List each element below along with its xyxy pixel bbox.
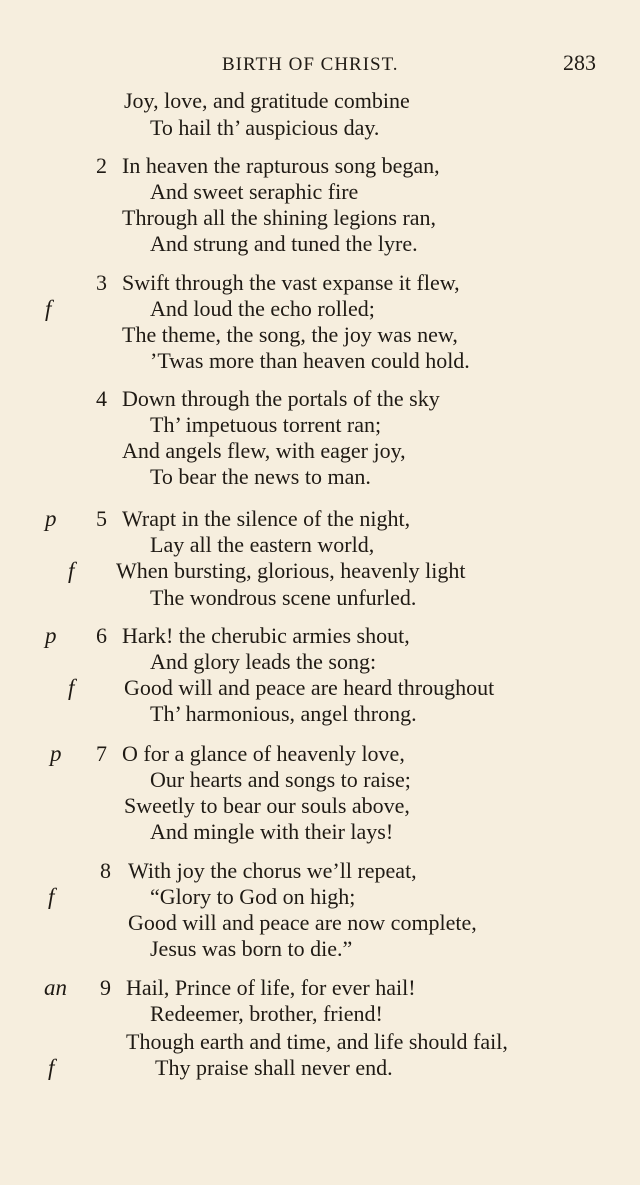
line-text: O for a glance of heavenly love, xyxy=(122,741,405,766)
hymn-line xyxy=(0,623,640,649)
line-text: And glory leads the song: xyxy=(150,649,377,674)
hymn-line xyxy=(0,179,640,205)
line-text: “Glory to God on high; xyxy=(150,884,356,909)
dynamic-marking: f xyxy=(45,296,52,321)
dynamic-marking: an xyxy=(44,975,67,1000)
line-text: Down through the portals of the sky xyxy=(122,386,440,411)
hymn-line xyxy=(0,270,640,296)
dynamic-marking: p xyxy=(50,741,62,766)
line-text: The theme, the song, the joy was new, xyxy=(122,322,458,347)
hymn-line xyxy=(0,701,640,727)
hymn-line xyxy=(0,585,640,611)
line-text: The wondrous scene unfurled. xyxy=(150,585,417,610)
hymn-line xyxy=(0,231,640,257)
hymn-line xyxy=(0,153,640,179)
line-text: Swift through the vast expanse it flew, xyxy=(122,270,460,295)
hymn-line xyxy=(0,767,640,793)
line-text: In heaven the rapturous song began, xyxy=(122,153,440,178)
hymn-line xyxy=(0,438,640,464)
line-text: Th’ impetuous torrent ran; xyxy=(150,412,382,437)
hymn-line xyxy=(0,386,640,412)
hymn-line xyxy=(0,741,640,767)
hymn-line xyxy=(0,1029,640,1055)
line-text: And loud the echo rolled; xyxy=(150,296,375,321)
verse-number: 2 xyxy=(96,153,107,178)
verse-number: 4 xyxy=(96,386,107,411)
line-text: To bear the news to man. xyxy=(150,464,371,489)
hymn-line xyxy=(0,464,640,490)
line-text: Sweetly to bear our souls above, xyxy=(124,793,410,818)
line-text: Jesus was born to die.” xyxy=(150,936,353,961)
hymn-line xyxy=(0,506,640,532)
dynamic-marking: f xyxy=(48,884,55,909)
dynamic-marking: f xyxy=(68,558,75,583)
hymn-line xyxy=(0,675,640,701)
hymn-line xyxy=(0,412,640,438)
line-text: And mingle with their lays! xyxy=(150,819,394,844)
line-text: And angels flew, with eager joy, xyxy=(122,438,406,463)
verse-number: 9 xyxy=(100,975,111,1000)
hymn-line xyxy=(0,348,640,374)
verse-number: 7 xyxy=(96,741,107,766)
hymn-line xyxy=(0,296,640,322)
line-text: Lay all the eastern world, xyxy=(150,532,375,557)
dynamic-marking: f xyxy=(48,1055,55,1080)
line-text: ’Twas more than heaven could hold. xyxy=(150,348,470,373)
verse-number: 3 xyxy=(96,270,107,295)
line-text: Th’ harmonious, angel throng. xyxy=(150,701,417,726)
line-text: Our hearts and songs to raise; xyxy=(150,767,411,792)
line-text: Wrapt in the silence of the night, xyxy=(122,506,411,531)
page-number: 283 xyxy=(563,50,596,75)
line-text: Hark! the cherubic armies shout, xyxy=(122,623,410,648)
hymn-line xyxy=(0,649,640,675)
line-text: Redeemer, brother, friend! xyxy=(150,1001,383,1026)
verse-number: 5 xyxy=(96,506,107,531)
hymn-line xyxy=(0,884,640,910)
line-text: And sweet seraphic fire xyxy=(150,179,359,204)
hymn-line xyxy=(0,322,640,348)
hymn-line xyxy=(0,1055,640,1081)
line-text: Thy praise shall never end. xyxy=(155,1055,393,1080)
line-text: Joy, love, and gratitude combine xyxy=(124,88,410,113)
verse-number: 6 xyxy=(96,623,107,648)
line-text: With joy the chorus we’ll repeat, xyxy=(128,858,417,883)
hymn-line xyxy=(0,88,640,114)
line-text: Good will and peace are heard throughout xyxy=(124,675,495,700)
hymn-line xyxy=(0,115,640,141)
dynamic-marking: p xyxy=(45,506,57,531)
hymn-line xyxy=(0,858,640,884)
line-text: To hail th’ auspicious day. xyxy=(150,115,380,140)
page-header xyxy=(0,52,640,80)
hymn-line xyxy=(0,819,640,845)
hymn-line xyxy=(0,1001,640,1027)
hymn-line xyxy=(0,558,640,584)
line-text: Good will and peace are now complete, xyxy=(128,910,477,935)
hymn-line xyxy=(0,205,640,231)
line-text: Though earth and time, and life should fail, xyxy=(126,1029,508,1054)
line-text: When bursting, glorious, heavenly light xyxy=(116,558,466,583)
hymn-line xyxy=(0,975,640,1001)
hymn-line xyxy=(0,936,640,962)
dynamic-marking: f xyxy=(68,675,75,700)
dynamic-marking: p xyxy=(45,623,57,648)
verse-number: 8 xyxy=(100,858,111,883)
hymn-line xyxy=(0,532,640,558)
line-text: Hail, Prince of life, for ever hail! xyxy=(126,975,416,1000)
hymn-line xyxy=(0,910,640,936)
running-title: BIRTH OF CHRIST. xyxy=(222,54,399,75)
hymn-line xyxy=(0,793,640,819)
line-text: Through all the shining legions ran, xyxy=(122,205,437,230)
line-text: And strung and tuned the lyre. xyxy=(150,231,418,256)
